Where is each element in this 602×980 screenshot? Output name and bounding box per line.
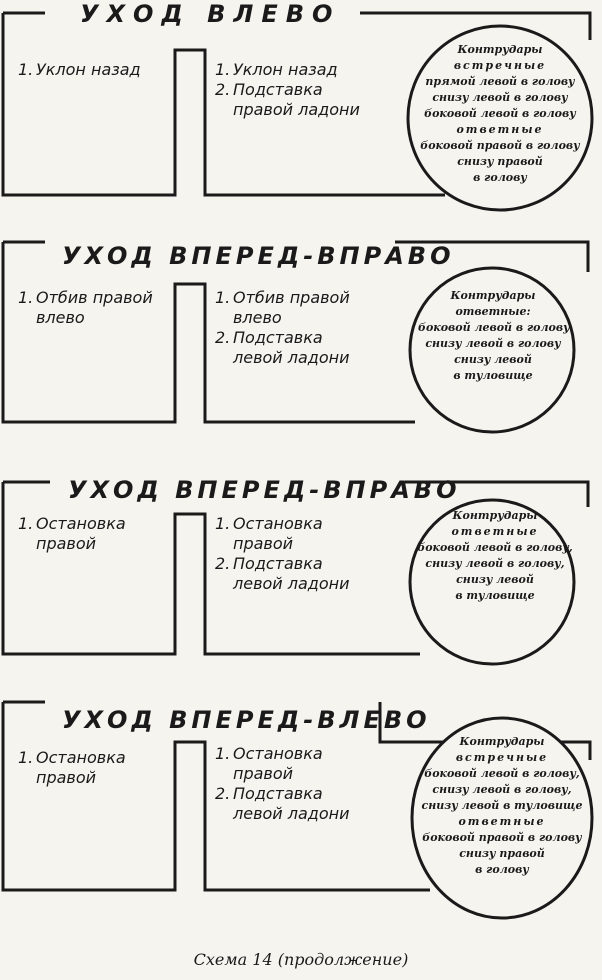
- right-column: [215, 60, 415, 120]
- left-column: [18, 288, 168, 328]
- figure-caption: Схема 14 (продолжение): [193, 950, 409, 969]
- scheme-title: УХОД ВПЕРЕД-ВЛЕВО: [62, 706, 431, 734]
- counterattacks-circle: Контрудары встречные прямой левой в голову снизу левой в голову боковой левой в голову ответные боковой правой в голову снизу правой в голову: [420, 43, 580, 184]
- scheme-1: [0, 0, 602, 220]
- right-column: [215, 288, 405, 368]
- right-column: [215, 514, 405, 594]
- list-item: 2. Подставка правой ладони: [215, 80, 360, 119]
- list-item: 1. Остановка правой: [18, 748, 126, 787]
- list-item: 1. Отбив правой влево: [215, 288, 350, 327]
- counterattacks-circle: Контрудары ответные боковой левой в голову, снизу левой в голову, снизу левой в туловище: [417, 509, 573, 602]
- counterattacks-circle: Контрудары ответные: боковой левой в голову снизу левой в голову снизу левой в туловище: [418, 289, 570, 382]
- left-column: [18, 514, 168, 554]
- list-item: 1. Остановка правой: [215, 744, 323, 783]
- scheme-2: [0, 232, 602, 452]
- scheme-title: УХОД ВПЕРЕД-ВПРАВО: [68, 476, 461, 504]
- left-column: [18, 748, 168, 788]
- scheme-title: УХОД ВПЕРЕД-ВПРАВО: [62, 242, 455, 270]
- counterattacks-circle: Контрудары встречные боковой левой в голову, снизу левой в голову, снизу левой в туловище ответные боковой правой в голову снизу правой в голову: [421, 735, 583, 876]
- list-item: 2. Подставка левой ладони: [215, 784, 350, 823]
- list-item: 1. Остановка правой: [18, 514, 126, 553]
- left-column: [18, 60, 168, 80]
- list-item: 1. Остановка правой: [215, 514, 323, 553]
- list-item: 2. Подставка левой ладони: [215, 554, 350, 593]
- right-column: [215, 744, 395, 824]
- scheme-4: [0, 690, 602, 930]
- scheme-3: [0, 462, 602, 682]
- list-item: 1. Уклон назад: [18, 60, 141, 79]
- list-item: 2. Подставка левой ладони: [215, 328, 350, 367]
- scheme-title: УХОД ВЛЕВО: [80, 0, 341, 28]
- list-item: 1. Отбив правой влево: [18, 288, 153, 327]
- list-item: 1. Уклон назад: [215, 60, 338, 79]
